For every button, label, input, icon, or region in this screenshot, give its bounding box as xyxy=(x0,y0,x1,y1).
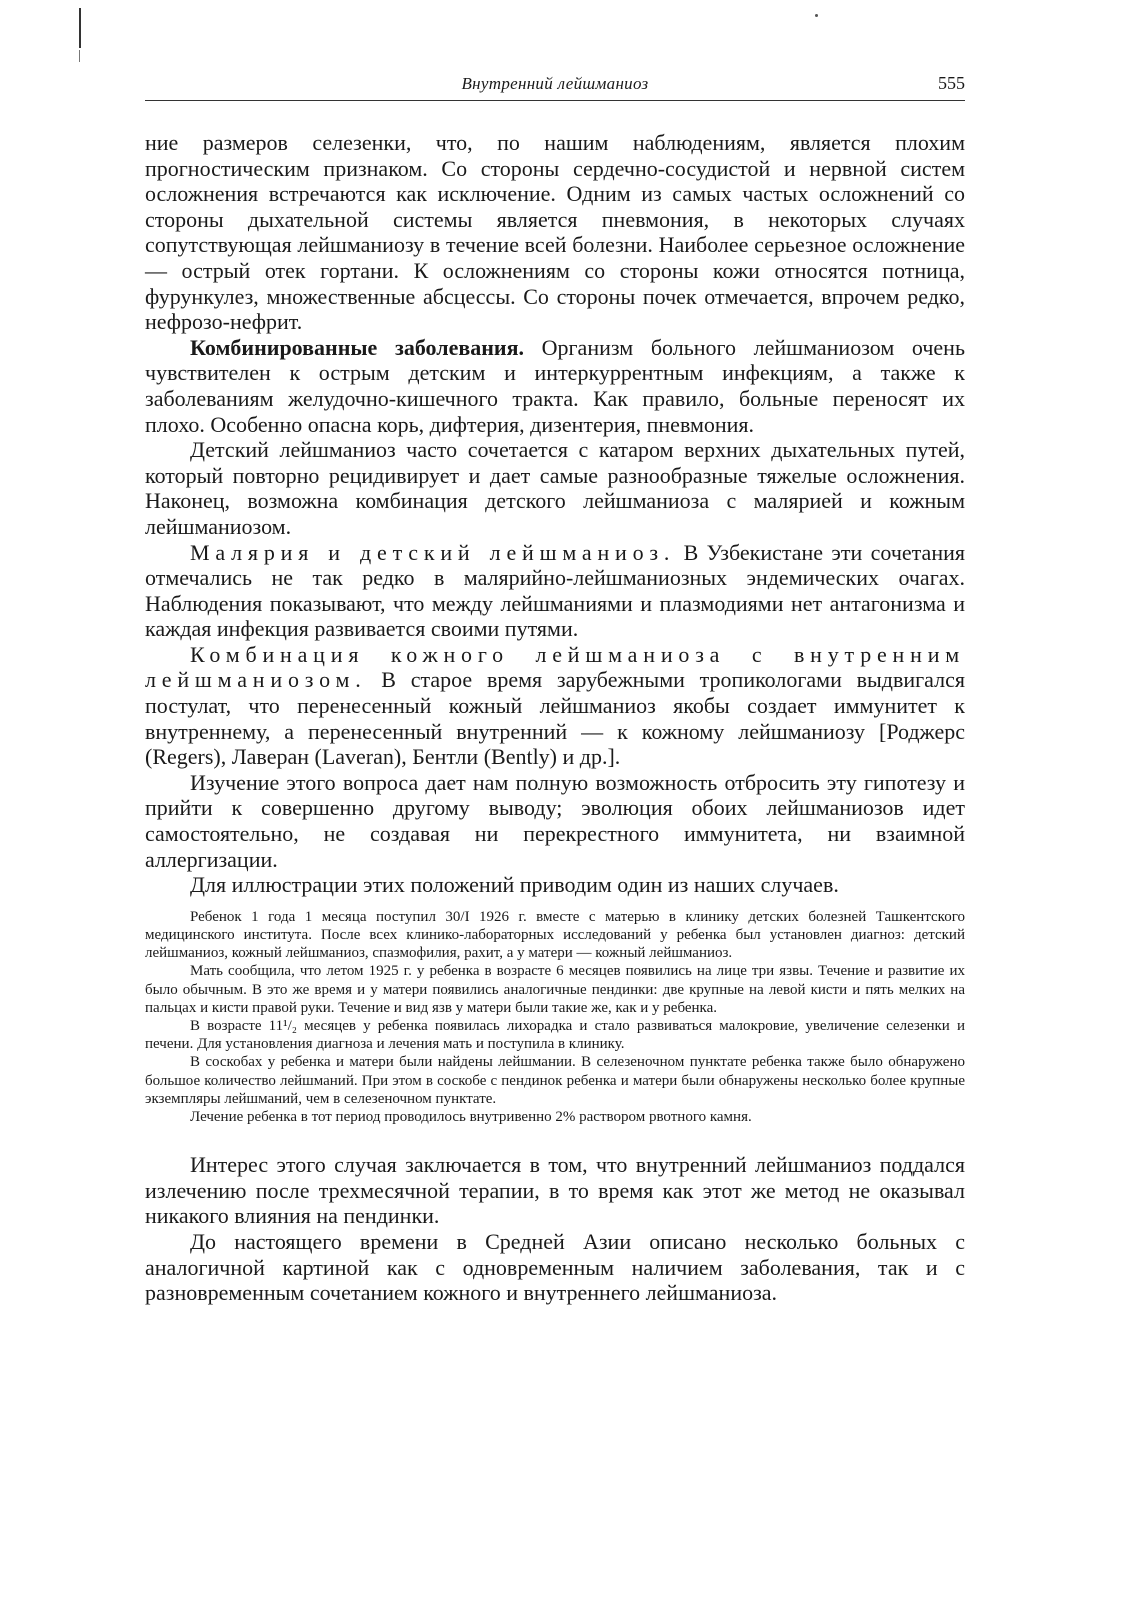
paragraph: До настоящего времени в Средней Азии описано несколько больных с аналогичной картиной как с одновременным наличием заболевания, так и с разновременным сочетанием кожного и внутреннего лейшманиоза. xyxy=(145,1229,965,1306)
case-paragraph: Мать сообщила, что летом 1925 г. у ребенка в возрасте 6 месяцев появились на лице три язвы. Течение и развитие их было обычным. В это же время и у матери появились аналогичные пендинки: две крупные на левой кисти и пять мелких на пальцах и кисти правой руки. Течение и вид язв у матери были такие же, как и у ребенка. xyxy=(145,963,965,1016)
header-rule xyxy=(145,100,965,101)
paragraph xyxy=(145,642,965,770)
paragraph: Интерес этого случая заключается в том, что внутренний лейшманиоз поддался излечению после трехмесячной терапии, в то время как этот же метод не оказывал никакого влияния на пендинки. xyxy=(145,1152,965,1229)
section-heading: Малярия и детский лейшманиоз. xyxy=(190,539,676,565)
paragraph-text: В старое время зарубежными тропикологами выдвигался постулат, что перенесенный кожный лейшманиоз якобы создает иммунитет к внутреннему, а перенесенный внутренний — к кожному лейшманиозу [Роджерс (Regers), Лаверан (Laveran), Бентли (Bently) и др.]. xyxy=(145,667,965,770)
paragraph: Изучение этого вопроса дает нам полную возможность отбросить эту гипотезу и прийти к совершенно другому выводу; эволюция обоих лейшманиозов идет самостоятельно, не создавая ни перекрестного иммунитета, ни взаимной аллергизации. xyxy=(145,769,965,872)
scan-artifact xyxy=(79,50,80,62)
case-paragraph: В соскобах у ребенка и матери были найдены лейшмании. В селезеночном пунктате ребенка также было обнаружено большое количество лейшманий. При этом в соскобе с пендинок ребенка и матери были обнаружены несколько более крупные экземпляры лейшманий, чем в селезеночном пунктате. xyxy=(145,1054,965,1107)
paragraph: Для иллюстрации этих положений приводим один из наших случаев. xyxy=(190,872,839,898)
scan-artifact xyxy=(79,8,81,48)
paragraph-text: Организм больного лейшманиозом очень чувствителен к острым детским и интеркуррентным инфекциям, а также к заболеваниям желудочно-кишечного тракта. Как правило, больные переносят их плохо. Особенно опасна корь, дифтерия, дизентерия, пневмония. xyxy=(145,334,965,437)
running-head: Внутренний лейшманиоз xyxy=(461,74,649,93)
paragraph-text: В Узбекистане эти сочетания отмечались не так редко в малярийно-лейшманиозных эндемических очагах. Наблюдения показывают, что между лейшманиями и плазмодиями нет антагонизма и каждая инфекция развивается своими путями. xyxy=(145,539,965,642)
page-number: 555 xyxy=(938,73,965,93)
scan-artifact xyxy=(815,14,818,17)
case-paragraph: В возрасте 11¹/₂ месяцев у ребенка появилась лихорадка и стало развиваться малокровие, увеличение селезенки и печени. Для установления диагноза и лечения мать и поступила в клинику. xyxy=(145,1018,965,1053)
case-paragraph: Ребенок 1 года 1 месяца поступил 30/I 1926 г. вместе с матерью в клинику детских болезней Ташкентского медицинского института. После всех клинико-лабораторных исследований у ребенка был установлен диагноз: детский лейшманиоз, кожный лейшманиоз, спазмофилия, рахит, а у матери — кожный лейшманиоз. xyxy=(145,908,965,962)
paragraph: Детский лейшманиоз часто сочетается с катаром верхних дыхательных путей, который повторно рецидивирует и дает самые разнообразные тяжелые осложнения. Наконец, возможна комбинация детского лейшманиоза с малярией и кожным лейшманиозом. xyxy=(145,437,965,539)
page-header xyxy=(145,70,965,100)
paragraph xyxy=(145,335,965,437)
section-heading: Комбинированные заболевания. xyxy=(190,334,524,360)
paragraph: ние размеров селезенки, что, по нашим наблюдениям, является плохим прогностическим признаком. Со стороны сердечно-сосудистой и нервной систем осложнения встречаются как исключение. Одним из самых частых осложнений со стороны дыхательной системы является пневмония, в некоторых случаях сопутствующая лейшманиозу в течение всей болезни. Наиболее серьезное осложнение— острый отек гортани. К осложнениям со стороны кожи относятся потница, фурункулез, множественные абсцессы. Со стороны почек отмечается, впрочем редко, нефрозо-нефрит. xyxy=(145,130,965,335)
paragraph xyxy=(145,540,965,642)
case-report xyxy=(145,908,965,1126)
case-paragraph: Лечение ребенка в тот период проводилось внутривенно 2% раствором рвотного камня. xyxy=(190,1109,752,1126)
section-heading: Комбинация кожного лейшманиоза с внутренним лейшманиозом. xyxy=(145,641,965,693)
body-text xyxy=(145,130,965,1306)
